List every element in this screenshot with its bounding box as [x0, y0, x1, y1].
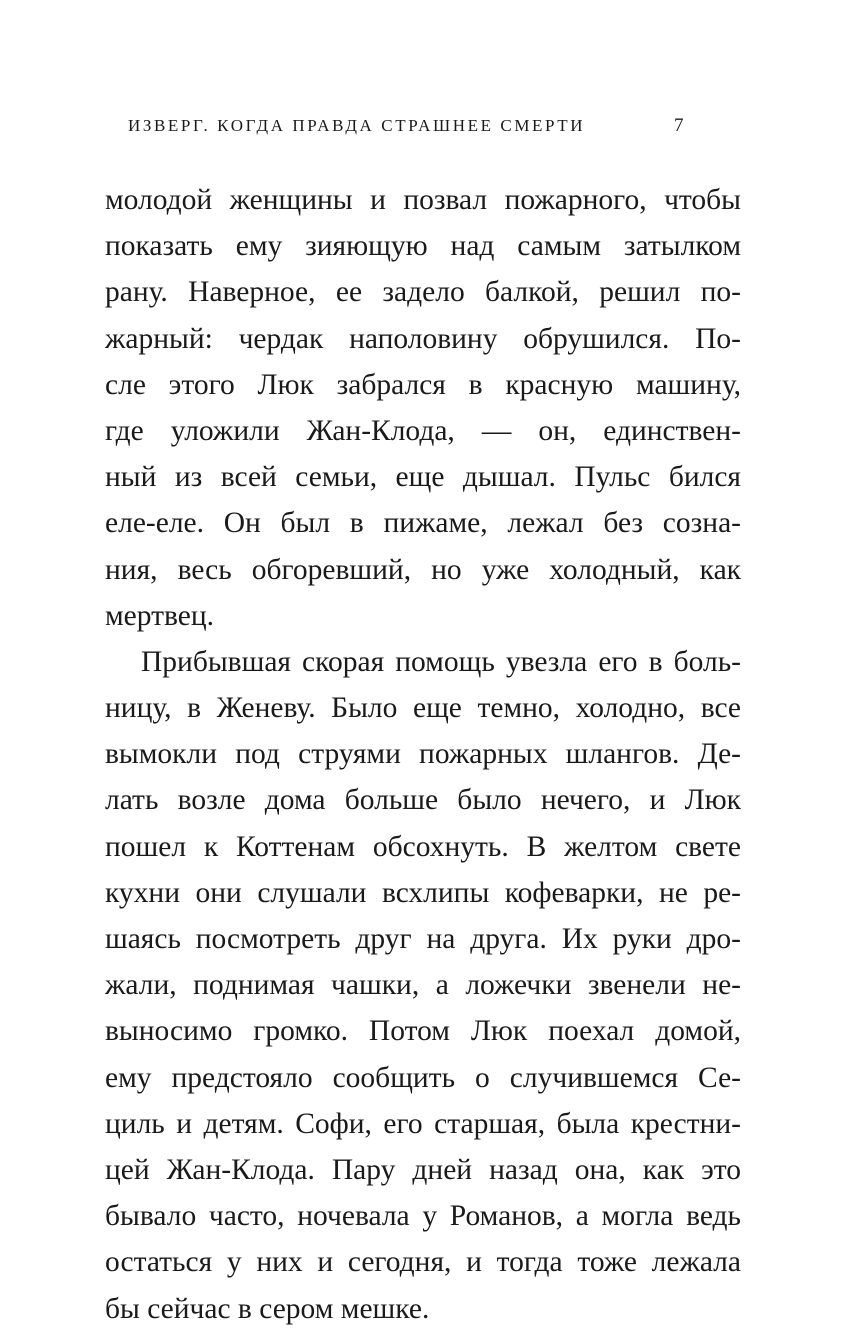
text-line: Прибывшая скорая помощь увезла его в боль-	[141, 645, 741, 678]
text-line: жарный: чердак наполовину обрушился. По-	[105, 322, 741, 355]
body-text	[105, 177, 741, 1332]
text-line: ния, весь обгоревший, но уже холодный, как	[105, 553, 741, 586]
text-line: цей Жан-Клода. Пару дней назад она, как это	[105, 1153, 741, 1186]
text-line: ницу, в Женеву. Было еще темно, холодно, все	[105, 692, 741, 725]
text-line: бы сейчас в сером мешке.	[105, 1292, 430, 1325]
text-line: кухни они слушали всхлипы кофеварки, не ре-	[105, 876, 741, 909]
text-line: рану. Наверное, ее задело балкой, решил по-	[105, 276, 741, 309]
text-line: ный из всей семьи, еще дышал. Пульс бился	[105, 461, 741, 494]
text-line: бывало часто, ночевала у Романов, а могла ведь	[105, 1200, 741, 1233]
text-line: лать возле дома больше было нечего, и Люк	[105, 784, 741, 817]
text-line: вымокли под струями пожарных шлангов. Де-	[105, 738, 741, 771]
text-line: показать ему зияющую над самым затылком	[105, 230, 741, 263]
text-line: жали, поднимая чашки, а ложечки звенели не-	[105, 969, 741, 1002]
page-number: 7	[674, 115, 684, 136]
text-line: еле-еле. Он был в пижаме, лежал без созна-	[105, 507, 741, 540]
text-line: мертвец.	[105, 599, 215, 632]
text-line: циль и детям. Софи, его старшая, была крестни-	[105, 1107, 741, 1140]
text-line: выносимо громко. Потом Люк поехал домой,	[105, 1015, 741, 1048]
running-header	[0, 112, 844, 140]
text-line: пошел к Коттенам обсохнуть. В желтом свете	[105, 830, 741, 863]
text-line: шаясь посмотреть друг на друга. Их руки дро-	[105, 923, 741, 955]
text-line: остаться у них и сегодня, и тогда тоже лежала	[105, 1246, 741, 1279]
text-line: молодой женщины и позвал пожарного, чтобы	[105, 184, 741, 216]
paragraph	[105, 639, 741, 1332]
text-line: где уложили Жан-Клода, — он, единствен-	[105, 414, 741, 447]
paragraph	[105, 177, 741, 639]
text-line: сле этого Люк забрался в красную машину,	[105, 368, 741, 401]
text-line: ему предстояло сообщить о случившемся Се-	[105, 1061, 741, 1094]
running-title: ИЗВЕРГ. КОГДА ПРАВДА СТРАШНЕЕ СМЕРТИ	[128, 116, 586, 135]
